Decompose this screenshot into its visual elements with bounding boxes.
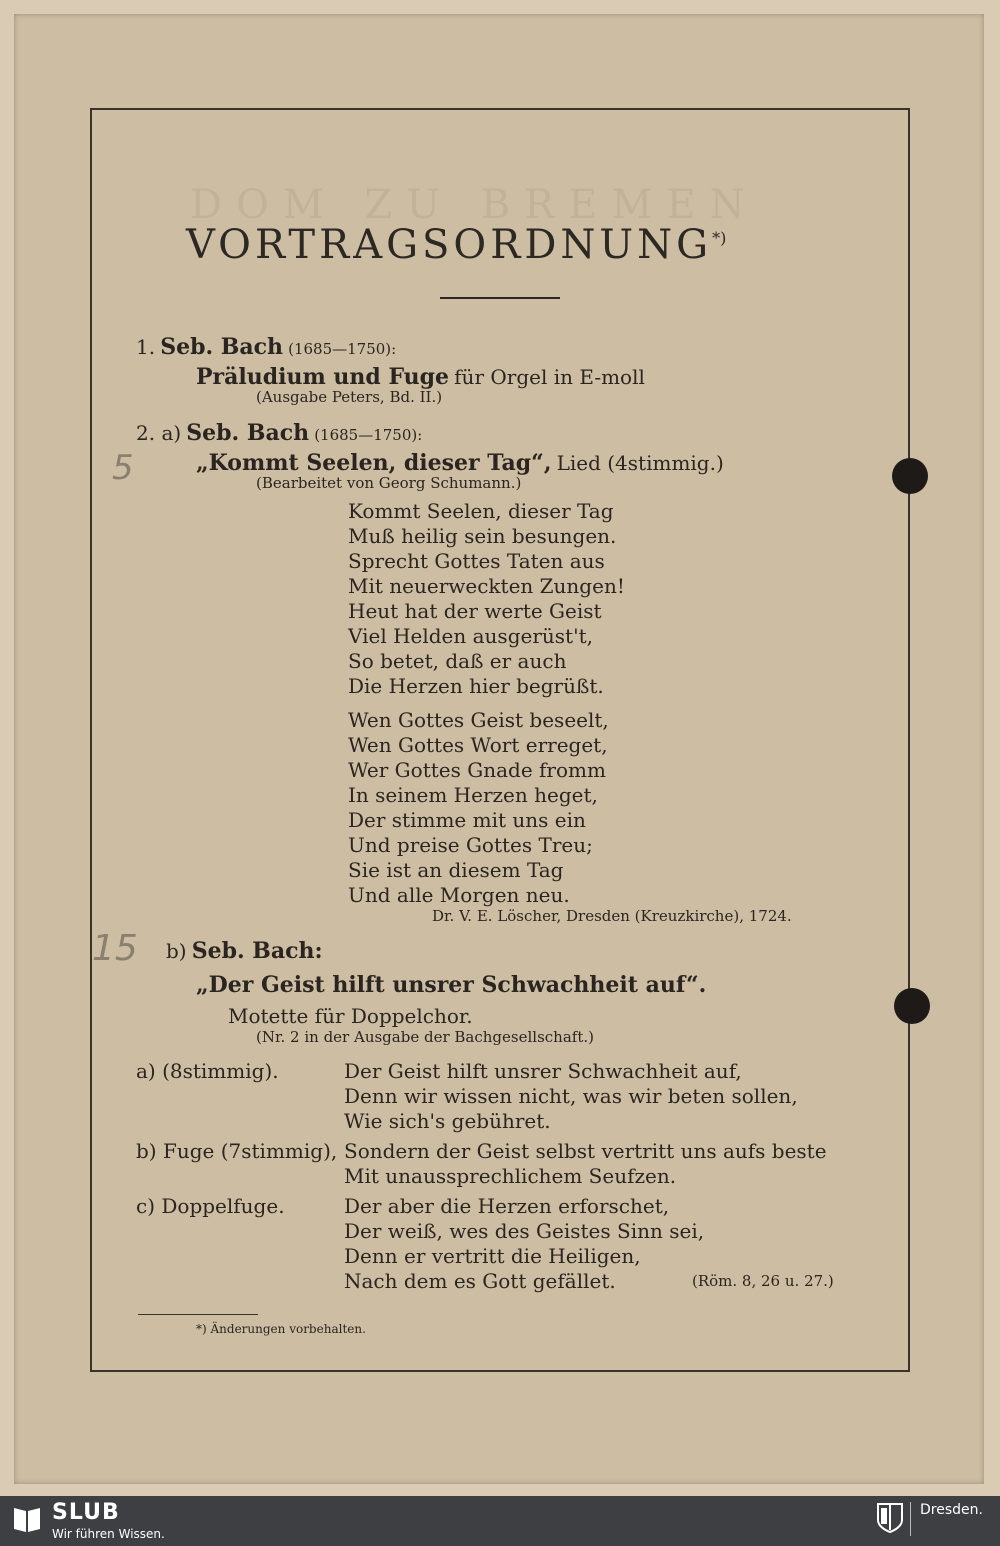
item-2b-heading: b) Seb. Bach: bbox=[166, 938, 323, 964]
city-crest-icon bbox=[876, 1502, 904, 1534]
item-2b-note: (Nr. 2 in der Ausgabe der Bachgesellschaft.) bbox=[256, 1028, 594, 1046]
scripture-reference: (Röm. 8, 26 u. 27.) bbox=[692, 1272, 834, 1290]
verse-line: Und preise Gottes Treu; bbox=[348, 833, 593, 857]
verse-line: Denn er vertritt die Heiligen, bbox=[344, 1244, 641, 1268]
verse-line: Viel Helden ausgerüst't, bbox=[348, 624, 593, 648]
item-2a-heading: 2. a) Seb. Bach (1685—1750): bbox=[136, 420, 423, 446]
title-rule bbox=[440, 297, 560, 299]
verse-line: Sondern der Geist selbst vertritt uns aufs beste bbox=[344, 1139, 827, 1163]
page-title: VORTRAGSORDNUNG*) bbox=[186, 222, 727, 268]
book-icon bbox=[10, 1502, 44, 1536]
item-2b-work: „Der Geist hilft unsrer Schwachheit auf“. bbox=[196, 972, 707, 998]
part-a-label: a) (8stimmig). bbox=[136, 1059, 279, 1083]
item-1-work: Präludium und Fuge für Orgel in E-moll bbox=[196, 364, 645, 390]
verse-line: Muß heilig sein besungen. bbox=[348, 524, 617, 548]
verse-line: Wen Gottes Wort erreget, bbox=[348, 733, 608, 757]
verse-line: Und alle Morgen neu. bbox=[348, 883, 570, 907]
verse-line: So betet, daß er auch bbox=[348, 649, 567, 673]
verse-line: Kommt Seelen, dieser Tag bbox=[348, 499, 614, 523]
verse-line: Wer Gottes Gnade fromm bbox=[348, 758, 606, 782]
verse-line: Sie ist an diesem Tag bbox=[348, 858, 564, 882]
verse-line: Die Herzen hier begrüßt. bbox=[348, 674, 604, 698]
footer-divider bbox=[910, 1502, 911, 1536]
footnote-rule bbox=[138, 1314, 258, 1315]
binding-hole-top bbox=[892, 458, 928, 494]
part-c-text bbox=[344, 1194, 704, 1294]
text-author: Dr. V. E. Löscher, Dresden (Kreuzkirche), 1724. bbox=[432, 907, 792, 925]
item-2b-description: Motette für Doppelchor. bbox=[228, 1004, 473, 1028]
item-1-heading: 1. Seb. Bach (1685—1750): bbox=[136, 334, 397, 360]
verse-line: Wen Gottes Geist beseelt, bbox=[348, 708, 609, 732]
part-a-text bbox=[344, 1059, 798, 1134]
footer-bar bbox=[0, 1496, 1000, 1546]
item-1-edition: (Ausgabe Peters, Bd. II.) bbox=[256, 388, 443, 406]
verse-line: Der stimme mit uns ein bbox=[348, 808, 586, 832]
brand-name[interactable]: SLUB bbox=[52, 1500, 120, 1525]
part-c-label: c) Doppelfuge. bbox=[136, 1194, 285, 1218]
brand-tagline: Wir führen Wissen. bbox=[52, 1527, 165, 1541]
item-2a-arrangement: (Bearbeitet von Georg Schumann.) bbox=[256, 474, 522, 492]
show-through-text: DOM ZU BREMEN bbox=[190, 182, 759, 228]
verse-line: Der aber die Herzen erforschet, bbox=[344, 1194, 670, 1218]
footnote: *) Änderungen vorbehalten. bbox=[196, 1322, 366, 1336]
verse-line: Heut hat der werte Geist bbox=[348, 599, 602, 623]
item-2a-work: „Kommt Seelen, dieser Tag“, Lied (4stimmig.) bbox=[196, 450, 724, 476]
verse-line: Wie sich's gebühret. bbox=[344, 1109, 551, 1133]
binding-hole-bottom bbox=[894, 988, 930, 1024]
verse-line: Mit neuerweckten Zungen! bbox=[348, 574, 625, 598]
part-b-text bbox=[344, 1139, 827, 1189]
city-logo[interactable]: Dresden. bbox=[920, 1502, 983, 1518]
verse-line: Nach dem es Gott gefället. bbox=[344, 1269, 616, 1293]
pencil-mark-15: 15 bbox=[92, 928, 138, 969]
verse-line: Mit unaussprechlichem Seufzen. bbox=[344, 1164, 677, 1188]
stanza-1 bbox=[348, 499, 625, 699]
verse-line: Der Geist hilft unsrer Schwachheit auf, bbox=[344, 1059, 742, 1083]
verse-line: Denn wir wissen nicht, was wir beten sollen, bbox=[344, 1084, 798, 1108]
verse-line: Sprecht Gottes Taten aus bbox=[348, 549, 605, 573]
verse-line: Der weiß, wes des Geistes Sinn sei, bbox=[344, 1219, 705, 1243]
stanza-2 bbox=[348, 708, 609, 908]
part-b-label: b) Fuge (7stimmig), bbox=[136, 1139, 338, 1163]
pencil-mark-5: 5 bbox=[112, 448, 134, 488]
verse-line: In seinem Herzen heget, bbox=[348, 783, 598, 807]
